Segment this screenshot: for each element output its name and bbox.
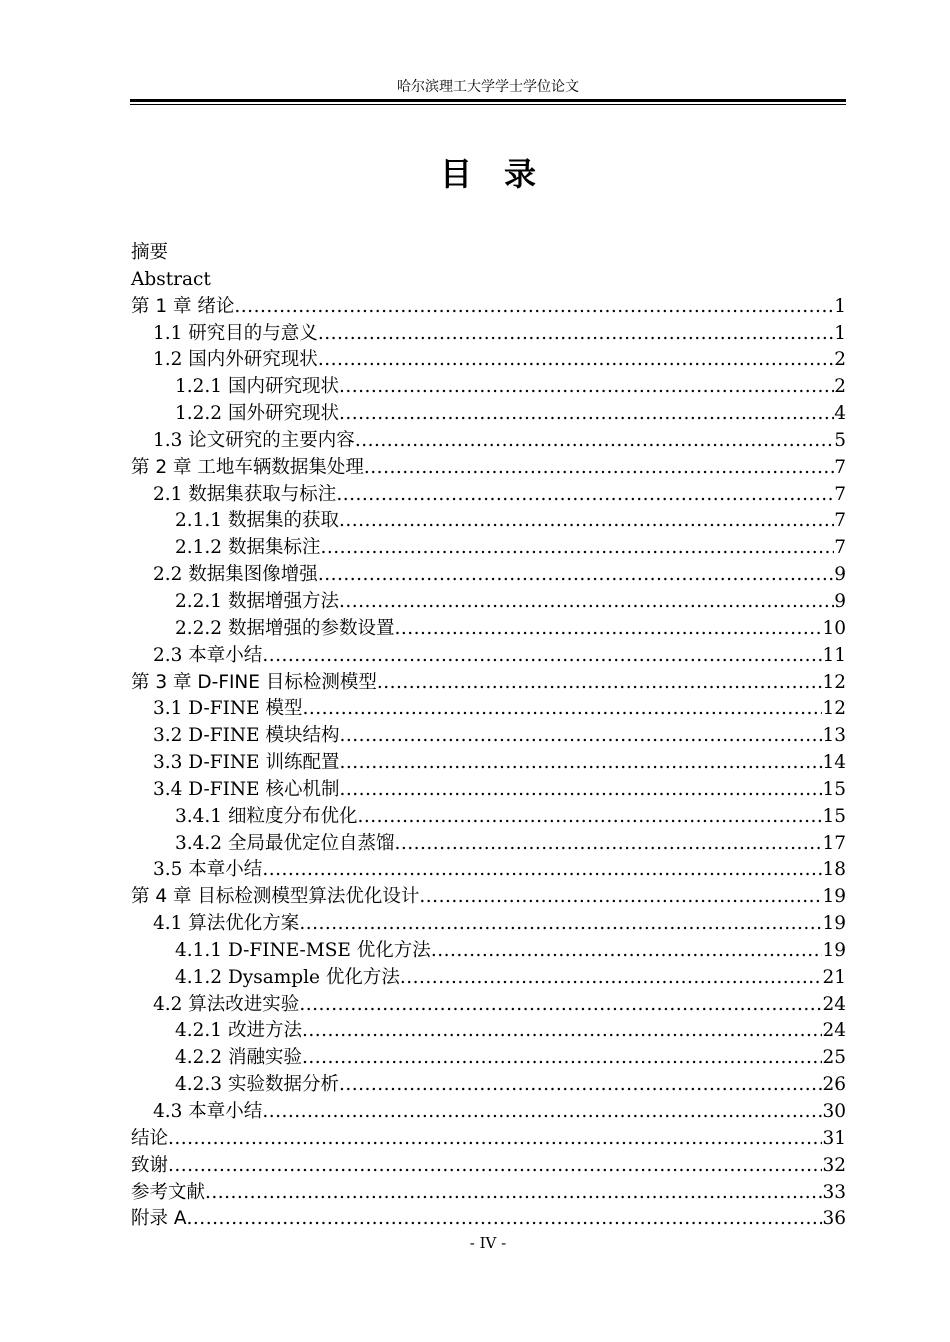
- toc-leader-dots: [302, 696, 822, 723]
- toc-leader-dots: [168, 1126, 822, 1153]
- toc-leader-dots: [299, 911, 822, 938]
- toc-entry-page: 7: [834, 483, 846, 505]
- toc-entry[interactable]: [131, 723, 846, 750]
- toc-entry-page: 31: [822, 1127, 846, 1149]
- toc-entry-label: 4.2.1 改进方法: [175, 1020, 302, 1042]
- toc-entry-label: 2.1 数据集获取与标注: [153, 483, 337, 505]
- toc-leader-dots: [299, 992, 822, 1019]
- toc-entry-label: 4.1.1 D-FINE-MSE 优化方法: [175, 939, 431, 961]
- toc-entry[interactable]: [131, 1099, 846, 1126]
- toc-entry[interactable]: [131, 992, 846, 1019]
- toc-entry[interactable]: [131, 911, 846, 938]
- toc-entry-label: 1.2 国内外研究现状: [153, 349, 318, 371]
- toc-entry[interactable]: [131, 1072, 846, 1099]
- toc-leader-dots: [339, 374, 834, 401]
- toc-entry[interactable]: [131, 1045, 846, 1072]
- toc-leader-dots: [205, 1180, 822, 1207]
- toc-leader-dots: [377, 670, 823, 697]
- toc-leader-dots: [318, 562, 834, 589]
- toc-entry-page: 32: [822, 1154, 846, 1176]
- toc-entry-label: 2.2 数据集图像增强: [153, 564, 318, 586]
- toc-entry[interactable]: [131, 831, 846, 858]
- toc-entry-page: 9: [834, 564, 846, 586]
- toc-leader-dots: [394, 831, 822, 858]
- toc-entry[interactable]: [131, 1126, 846, 1153]
- toc-entry[interactable]: [131, 857, 846, 884]
- running-header: 哈尔滨理工大学学士学位论文: [397, 79, 579, 95]
- header-rule-thick: [130, 99, 846, 102]
- toc-entry[interactable]: [131, 428, 846, 455]
- toc-entry-label: 4.1.2 Dysample 优化方法: [175, 966, 400, 988]
- toc-entry-label: 3.4 D-FINE 核心机制: [153, 778, 340, 800]
- toc-leader-dots: [168, 1153, 822, 1180]
- toc-entry-label: 2.1.1 数据集的获取: [175, 510, 339, 532]
- toc-entry[interactable]: [131, 643, 846, 670]
- toc-entry-page: 19: [822, 913, 846, 935]
- toc-entry[interactable]: [131, 401, 846, 428]
- toc-leader-dots: [431, 938, 823, 965]
- toc-entry-page: 7: [834, 456, 846, 478]
- toc-leader-dots: [320, 535, 834, 562]
- toc-entry-page: 12: [822, 698, 846, 720]
- toc-leader-dots: [302, 1018, 823, 1045]
- toc-entry[interactable]: [131, 562, 846, 589]
- toc-entry-page: 24: [822, 993, 846, 1015]
- toc-leader-dots: [318, 321, 834, 348]
- toc-entry-page: 19: [822, 939, 846, 961]
- toc-leader-dots: [355, 428, 834, 455]
- toc-entry-label: 1.1 研究目的与意义: [153, 322, 318, 344]
- toc-entry[interactable]: [131, 670, 846, 697]
- toc-leader-dots: [262, 643, 822, 670]
- toc-entry[interactable]: [131, 240, 846, 267]
- toc-entry-label: 2.2.1 数据增强方法: [175, 590, 339, 612]
- toc-leader-dots: [339, 1072, 822, 1099]
- toc-entry-label: 3.4.2 全局最优定位自蒸馏: [175, 832, 395, 854]
- toc-entry-page: 13: [822, 725, 846, 747]
- toc-entry-label: 第 1 章 绪论: [131, 295, 235, 317]
- toc-entry[interactable]: [131, 508, 846, 535]
- toc-entry-page: 19: [822, 886, 846, 908]
- toc-entry-page: 12: [822, 671, 846, 693]
- toc-entry[interactable]: [131, 589, 846, 616]
- toc-entry-page: 21: [822, 966, 846, 988]
- toc-entry[interactable]: [131, 535, 846, 562]
- toc-entry[interactable]: [131, 884, 846, 911]
- toc-entry[interactable]: [131, 1180, 846, 1207]
- toc-entry-page: 10: [822, 617, 846, 639]
- toc-leader-dots: [262, 857, 822, 884]
- toc-entry-label: 3.1 D-FINE 模型: [153, 698, 303, 720]
- toc-entry-page: 2: [834, 349, 846, 371]
- toc-entry[interactable]: [131, 1153, 846, 1180]
- toc-entry-label: 4.2 算法改进实验: [153, 993, 300, 1015]
- toc-entry-label: 结论: [131, 1127, 169, 1149]
- toc-leader-dots: [187, 1206, 823, 1233]
- toc-entry-label: 4.2.3 实验数据分析: [175, 1074, 339, 1096]
- toc-entry-page: 24: [822, 1020, 846, 1042]
- toc-leader-dots: [357, 804, 822, 831]
- toc-entry-label: 3.3 D-FINE 训练配置: [153, 752, 340, 774]
- toc-entry-page: 18: [822, 859, 846, 881]
- toc-leader-dots: [339, 401, 834, 428]
- toc-entry-label: 2.2.2 数据增强的参数设置: [175, 617, 395, 639]
- toc-leader-dots: [400, 965, 823, 992]
- toc-entry[interactable]: [131, 455, 846, 482]
- toc-entry-label: 1.2.2 国外研究现状: [175, 403, 339, 425]
- toc-entry-label: 4.1 算法优化方案: [153, 913, 300, 935]
- toc-entry[interactable]: [131, 347, 846, 374]
- toc-entry[interactable]: [131, 965, 846, 992]
- toc-leader-dots: [394, 616, 822, 643]
- toc-entry[interactable]: [131, 374, 846, 401]
- toc-leader-dots: [234, 294, 834, 321]
- toc-entry-page: 15: [822, 805, 846, 827]
- toc-leader-dots: [339, 723, 822, 750]
- toc-entry-page: 7: [834, 510, 846, 532]
- toc-leader-dots: [339, 508, 834, 535]
- toc-leader-dots: [419, 884, 822, 911]
- toc-entry[interactable]: [131, 267, 846, 294]
- toc-entry-page: 25: [822, 1047, 846, 1069]
- toc-leader-dots: [364, 455, 834, 482]
- toc-leader-dots: [302, 1045, 823, 1072]
- toc-entry-label: 2.1.2 数据集标注: [175, 537, 321, 559]
- page-number: - IV -: [469, 1234, 507, 1252]
- toc-entry[interactable]: [131, 616, 846, 643]
- toc-entry-label: 3.4.1 细粒度分布优化: [175, 805, 358, 827]
- toc-entry-page: 2: [834, 376, 846, 398]
- toc-entry-label: 第 4 章 目标检测模型算法优化设计: [131, 886, 420, 908]
- toc-entry-label: 3.5 本章小结: [153, 859, 263, 881]
- toc-entry-page: 1: [834, 322, 846, 344]
- toc-entry-page: 15: [822, 778, 846, 800]
- toc-entry-page: 36: [822, 1208, 846, 1230]
- toc-entry-page: 14: [822, 752, 846, 774]
- toc-leader-dots: [336, 482, 834, 509]
- toc-entry-label: 摘要: [131, 242, 169, 263]
- toc-leader-dots: [339, 750, 822, 777]
- toc-entry-label: 4.2.2 消融实验: [175, 1047, 302, 1069]
- toc-leader-dots: [339, 589, 834, 616]
- toc-entry-page: 9: [834, 590, 846, 612]
- toc-entry-label: 附录 A: [131, 1208, 187, 1230]
- toc-entry[interactable]: [131, 294, 846, 321]
- toc-entry[interactable]: [131, 1206, 846, 1233]
- toc-entry-page: 4: [834, 403, 846, 425]
- toc-leader-dots: [318, 347, 834, 374]
- header-rule-thin: [130, 104, 846, 105]
- toc-entry-page: 26: [822, 1074, 846, 1096]
- toc-entry[interactable]: [131, 777, 846, 804]
- toc-entry-page: 1: [834, 295, 846, 317]
- toc-entry-page: 11: [822, 644, 846, 666]
- toc-leader-dots: [262, 1099, 822, 1126]
- toc-entry-label: 致谢: [131, 1154, 169, 1176]
- toc-entry-label: Abstract: [131, 268, 211, 290]
- toc-entry-page: 30: [822, 1101, 846, 1122]
- toc-entry[interactable]: [131, 750, 846, 777]
- toc-entry-label: 参考文献: [131, 1181, 206, 1203]
- toc-entry-page: 7: [834, 537, 846, 559]
- page-title: 目 录: [439, 155, 536, 193]
- toc-entry[interactable]: [131, 1018, 846, 1045]
- toc-entry-label: 3.2 D-FINE 模块结构: [153, 725, 340, 747]
- toc-leader-dots: [339, 777, 822, 804]
- toc-entry[interactable]: [131, 482, 846, 509]
- toc-entry-label: 1.3 论文研究的主要内容: [153, 429, 355, 451]
- toc-entry-label: 第 3 章 D-FINE 目标检测模型: [131, 671, 377, 693]
- toc-entry[interactable]: [131, 321, 846, 348]
- toc-entry-page: 5: [834, 429, 846, 451]
- toc-entry[interactable]: [131, 804, 846, 831]
- toc-entry-label: 1.2.1 国内研究现状: [175, 376, 339, 398]
- toc-entry[interactable]: [131, 938, 846, 965]
- toc-entry[interactable]: [131, 696, 846, 723]
- toc-entry-label: 2.3 本章小结: [153, 644, 263, 666]
- table-of-contents: [131, 240, 846, 1233]
- toc-entry-label: 第 2 章 工地车辆数据集处理: [131, 456, 364, 478]
- toc-entry-page: 17: [822, 832, 846, 854]
- toc-entry-page: 33: [822, 1181, 846, 1203]
- toc-entry-label: 4.3 本章小结: [153, 1101, 263, 1122]
